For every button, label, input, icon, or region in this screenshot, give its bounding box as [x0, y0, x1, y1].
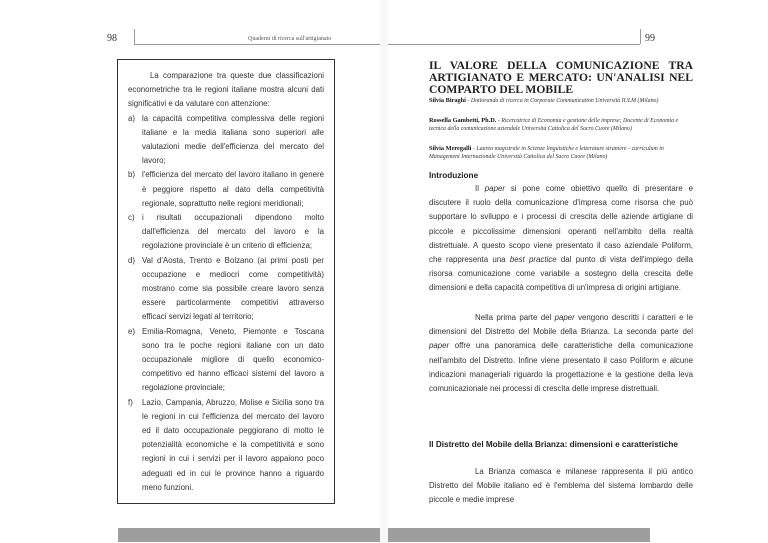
list-marker: e) — [128, 326, 136, 336]
author-name: Silvia Meregalli — [429, 145, 472, 152]
intro-paragraph-2 — [429, 311, 693, 396]
list-item — [128, 396, 324, 495]
header-tick — [134, 29, 135, 44]
list-item — [128, 112, 324, 169]
right-page — [388, 0, 768, 543]
text-run: dal punto di vista dell'impiego della risorsa comunicazione come variabile a sostegno della crescita delle dimensioni e della capacità competitiva di un'impresa di origini artigiane. — [429, 255, 693, 293]
text-run: si pone come obiettivo quello di presentare e discutere il ruolo della comunicazione d'impresa come risorsa che può supportare lo sviluppo e i processi di crescita delle aziende artigiane di piccole e piccolissime dimensioni operanti nell'ambito della realtà distrettuale. A questo scopo viene presentato il caso aziendale Poliform, che rappresenta una — [429, 184, 693, 265]
section-heading-district: Il Distretto del Mobile della Brianza: dimensioni e caratteristiche — [429, 440, 678, 449]
author-entry: Rossella Gambetti, Ph.D. - Ricercatrice di Economia e gestione delle imprese; Docente di Economia e tecnica della comunicazione aziendale Università Cattolica del Sacro Cuore (Milano) — [429, 117, 679, 132]
author-entry: Silvia Meregalli - Laurea magistrale in Scienze linguistiche e letterature straniere - curriculum in Management Internazionale Università Cattolica del Sacro Cuore (Milano) — [429, 145, 664, 160]
list-item — [128, 254, 324, 325]
list-marker: f) — [128, 397, 133, 407]
italic-term: paper — [554, 313, 575, 322]
running-head: Quaderni di ricerca sull'artigianato — [248, 36, 332, 42]
author-affiliation: Laurea magistrale in Scienze linguistiche e letterature straniere - curriculum in Management Internazionale Università Cattolica del Sacro Cuore (Milano) — [429, 146, 664, 160]
list-marker: b) — [128, 170, 136, 180]
list-item — [128, 325, 324, 396]
list-marker: d) — [128, 255, 136, 265]
district-paragraph: La Brianza comasca e milanese rappresenta il più antico Distretto del Mobile italiano ed è l'emblema del sistema lombardo delle piccole e medie imprese — [429, 467, 693, 505]
list-item — [128, 168, 324, 211]
header-rule — [134, 44, 380, 45]
text-run: vengono descritti i caratteri e le dimensioni del Distretto del Mobile della Brianza. La seconda parte del — [429, 313, 693, 337]
list-item-text: l'efficienza del mercato del lavoro italiano in genere è peggiore rispetto al dato della competitività regionale, soprattutto nelle regioni meridionali; — [142, 170, 324, 208]
intro-paragraph — [429, 182, 693, 296]
author-affiliation: Ricercatrice di Economia e gestione delle imprese; Docente di Economia e tecnica della comunicazione aziendale Università Cattolica del Sacro Cuore (Milano) — [429, 118, 679, 132]
text-run: offre una panoramica delle caratteristiche della comunicazione nell'ambito del Distretto. Infine viene presentato il caso Poliform e alcune indicazioni manageriali riguardo la progettazione e la gestione della leva comunicazionale nei processi di crescita delle imprese distrettuali. — [429, 341, 693, 394]
text-box — [117, 59, 335, 504]
list-item-text: i risultati occupazionali dipendono molto dall'efficienza del mercato del lavoro e la regolazione provinciale è un criterio di efficienza; — [142, 213, 324, 251]
list-marker: c) — [128, 213, 135, 223]
left-page — [0, 0, 380, 543]
box-intro: La comparazione tra queste due classificazioni econometriche tra le regioni italiane mostra alcuni dati significativi e da valutare con attenzione: — [128, 71, 324, 109]
section-heading-intro: Introduzione — [429, 171, 479, 180]
author-affiliation: Dottoranda di ricerca in Corporate Communication Università IULM (Milano) — [470, 98, 659, 104]
italic-term: best practice — [509, 255, 557, 265]
list-item-text: Lazio, Campania, Abruzzo, Molise e Sicilia sono tra le regioni in cui l'efficienza del mercato del lavoro ed il dato occupazionale peggiorano di molto le potenzialità economiche e la competitività e sono regioni in cui i servizi per il lavoro appaiono poco adeguati ed in cui le province hanno a riguardo meno funzioni. — [142, 397, 324, 492]
page-number: 99 — [645, 33, 655, 44]
italic-term: paper — [484, 184, 505, 193]
text-run: Il — [475, 184, 485, 193]
list-marker: a) — [128, 113, 136, 123]
header-rule — [388, 44, 640, 45]
bottom-bar — [118, 528, 380, 542]
italic-term: paper — [429, 341, 450, 351]
list-item-text: Emilia-Romagna, Veneto, Piemonte e Toscana sono tra le poche regioni italiane con un dato occupazionale migliore di quello economico-competitivo ed hanno efficaci sistemi del lavoro a regolazione provinciale; — [142, 326, 324, 393]
author-name: Silvia Biraghi — [429, 97, 466, 104]
bottom-bar — [388, 528, 650, 542]
text-run: Nella prima parte del — [475, 313, 555, 322]
page-number: 98 — [107, 33, 117, 44]
list-item — [128, 211, 324, 254]
header-tick — [640, 29, 641, 44]
box-list — [128, 112, 324, 495]
author-name: Rossella Gambetti, Ph.D. — [429, 117, 497, 124]
list-item-text: la capacità competitiva complessiva delle regioni italiane e la media italiana sono superiori alle valutazioni medie dell'efficienza del mercato del lavoro; — [142, 113, 324, 166]
list-item-text: Val d'Aosta, Trento e Bolzano (ai primi posti per occupazione e mediocri come competitività) mostrano come sia possibile creare lavoro senza essere particolarmente competitivi attraverso efficaci servizi legati al territorio; — [142, 255, 324, 322]
article-title: IL VALORE DELLA COMUNICAZIONE TRA ARTIGIANATO E MERCATO: UN'ANALISI NEL COMPARTO DEL MOBILE — [429, 59, 693, 96]
author-entry: Silvia Biraghi - Dottoranda di ricerca in Corporate Communication Università IULM (Milano) — [429, 97, 659, 104]
book-spine — [380, 0, 388, 543]
